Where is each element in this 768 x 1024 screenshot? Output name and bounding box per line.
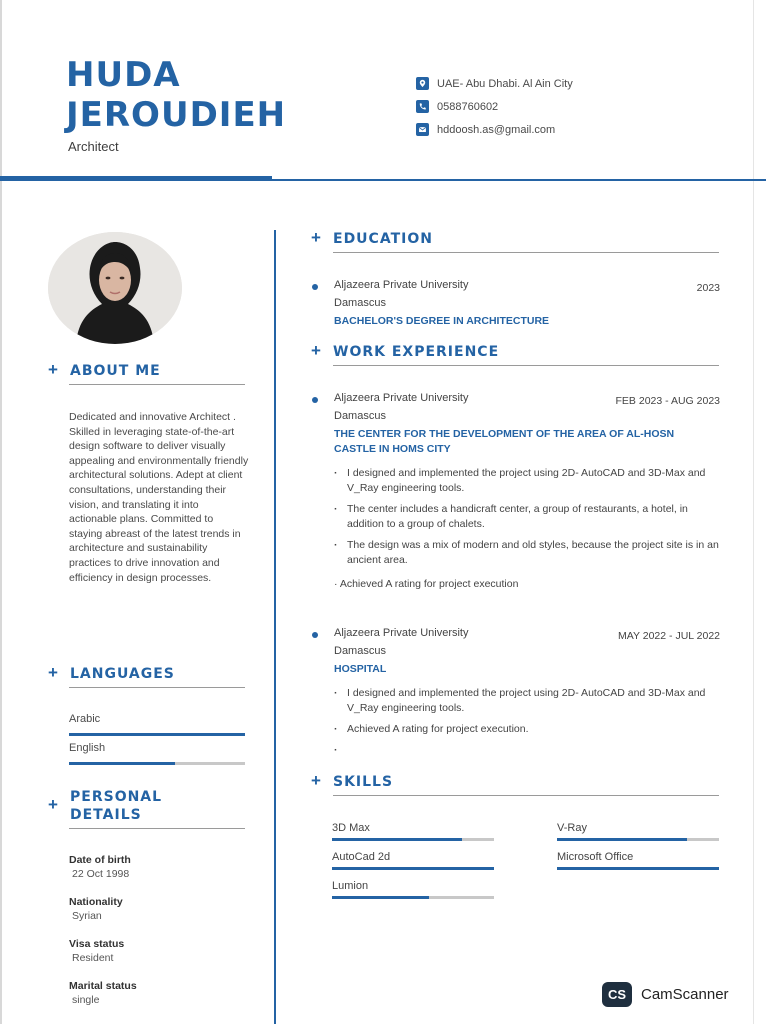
plus-icon: +	[311, 771, 321, 790]
languages-title: LANGUAGES	[70, 666, 175, 682]
camscanner-watermark	[602, 982, 729, 1007]
entry-degree: BACHELOR'S DEGREE IN ARCHITECTURE	[334, 315, 550, 327]
section-rule	[69, 687, 245, 688]
personal-value: Syrian	[72, 910, 102, 922]
skills-heading	[311, 773, 393, 791]
personal-label: Marital status	[69, 980, 137, 992]
phone-text: 0588760602	[437, 100, 499, 113]
about-heading	[48, 362, 161, 380]
header-rule	[0, 176, 272, 181]
work-entry	[312, 392, 720, 590]
candidate-role: Architect	[68, 139, 119, 154]
about-text: Dedicated and innovative Architect . Skilled in leveraging state-of-the-art design software to deliver visually appealing and environmentally friendly architectural solutions. Adept at client consultations, understanding their vision, and translating it into actionable plans. Committed to staying abreast of the latest trends in architecture and sustainability practices to drive innovation and efficiency in design processes.	[69, 411, 249, 584]
skills-title: SKILLS	[333, 774, 394, 790]
personal-title-line: PERSONAL	[70, 789, 163, 805]
language-level-bar	[69, 733, 245, 736]
mail-icon	[416, 123, 429, 136]
contact-phone	[416, 95, 573, 118]
section-rule	[69, 828, 245, 829]
header-rule	[272, 179, 766, 181]
entry-date: 2023	[696, 282, 720, 294]
language-level-fill	[69, 733, 245, 736]
phone-icon	[416, 100, 429, 113]
work-title: WORK EXPERIENCE	[333, 344, 500, 360]
skill-level-bar	[557, 867, 719, 870]
language-level-fill	[69, 762, 175, 765]
entry-location: Damascus	[334, 410, 386, 422]
plus-icon: +	[311, 341, 321, 360]
entry-bullet: · I designed and implemented the project using 2D- AutoCAD and 3D-Max and V_Ray engineering tools.	[334, 686, 720, 716]
entry-institution: Aljazeera Private University	[334, 627, 469, 639]
skill-label: Lumion	[332, 880, 369, 892]
personal-title-line: DETAILS	[70, 807, 142, 823]
email-text: hddoosh.as@gmail.com	[437, 123, 556, 136]
education-title: EDUCATION	[333, 231, 433, 247]
language-level-bar	[69, 762, 245, 765]
personal-value: 22 Oct 1998	[72, 868, 130, 880]
skill-item	[557, 822, 719, 841]
camscanner-logo-icon: CS	[602, 982, 632, 1007]
skill-level-bar	[332, 896, 494, 899]
personal-item	[69, 938, 124, 964]
camscanner-text: CamScanner	[641, 986, 729, 1003]
language-item	[69, 742, 245, 765]
contact-block	[416, 72, 573, 141]
skill-label: V-Ray	[557, 822, 587, 834]
contact-email	[416, 118, 573, 141]
entry-note: · Achieved A rating for project execution	[334, 578, 519, 590]
skill-item	[332, 822, 494, 841]
personal-value: single	[72, 994, 100, 1006]
work-entry	[312, 627, 720, 764]
education-entry	[312, 279, 720, 329]
entry-bullets	[334, 686, 720, 758]
plus-icon: +	[48, 663, 58, 682]
skill-level-bar	[557, 838, 719, 841]
entry-project: THE CENTER FOR THE DEVELOPMENT OF THE AREA OF AL-HOSN CASTLE IN HOMS CITY	[334, 428, 675, 455]
language-label: Arabic	[69, 713, 101, 725]
entry-project: HOSPITAL	[334, 663, 387, 675]
page-edge	[0, 0, 2, 1024]
contact-location	[416, 72, 573, 95]
personal-heading	[48, 788, 162, 824]
entry-bullet: · Achieved A rating for project execution.	[334, 722, 720, 737]
work-heading	[311, 343, 499, 361]
personal-item	[69, 980, 137, 1006]
plus-icon: +	[48, 360, 58, 379]
name-first: HUDA	[66, 55, 181, 95]
section-rule	[69, 384, 245, 385]
personal-value: Resident	[72, 952, 114, 964]
bullet-dot-icon	[312, 632, 318, 638]
entry-bullets	[334, 466, 720, 568]
about-title: ABOUT ME	[70, 363, 161, 379]
name-last: JEROUDIEH	[66, 95, 287, 135]
language-label: English	[69, 742, 106, 754]
skill-item	[332, 851, 494, 870]
entry-institution: Aljazeera Private University	[334, 279, 469, 291]
skill-level-fill	[557, 867, 719, 870]
bullet-dot-icon	[312, 284, 318, 290]
entry-bullet: · The design was a mix of modern and old styles, because the project site is in an ancient area.	[334, 538, 720, 568]
personal-title	[70, 788, 162, 824]
location-pin-icon	[416, 77, 429, 90]
education-heading	[311, 230, 433, 248]
page-edge	[753, 0, 754, 1024]
personal-item	[69, 854, 131, 880]
plus-icon: +	[48, 795, 58, 814]
skill-level-fill	[557, 838, 687, 841]
skill-label: 3D Max	[332, 822, 370, 834]
personal-label: Nationality	[69, 896, 123, 908]
candidate-name	[66, 55, 286, 135]
languages-heading	[48, 665, 175, 683]
skill-level-bar	[332, 838, 494, 841]
skill-item	[332, 880, 494, 899]
column-divider	[274, 230, 276, 1024]
skill-level-fill	[332, 896, 429, 899]
section-rule	[333, 795, 719, 796]
skill-level-fill	[332, 838, 462, 841]
entry-date: MAY 2022 - JUL 2022	[618, 630, 720, 642]
skill-item	[557, 851, 719, 870]
personal-item	[69, 896, 123, 922]
skill-level-bar	[332, 867, 494, 870]
entry-bullet: · I designed and implemented the project using 2D- AutoCAD and 3D-Max and V_Ray engineering tools.	[334, 466, 720, 496]
language-item	[69, 713, 245, 736]
entry-header	[334, 627, 720, 642]
skill-label: Microsoft Office	[557, 851, 634, 863]
personal-label: Visa status	[69, 938, 125, 950]
section-rule	[333, 365, 719, 366]
personal-label: Date of birth	[69, 854, 131, 866]
entry-location: Damascus	[334, 297, 386, 309]
bullet-dot-icon	[312, 397, 318, 403]
skill-label: AutoCad 2d	[332, 851, 391, 863]
plus-icon: +	[311, 228, 321, 247]
entry-header	[334, 279, 720, 294]
entry-header	[334, 392, 720, 407]
entry-location: Damascus	[334, 645, 386, 657]
location-text: UAE- Abu Dhabi. Al Ain City	[437, 77, 573, 90]
skill-level-fill	[332, 867, 494, 870]
entry-date: FEB 2023 - AUG 2023	[615, 395, 720, 407]
entry-bullet	[334, 743, 720, 758]
entry-bullet: · The center includes a handicraft center, a group of restaurants, a hotel, in addition to a group of chalets.	[334, 502, 720, 532]
entry-institution: Aljazeera Private University	[334, 392, 469, 404]
section-rule	[333, 252, 719, 253]
profile-photo	[48, 232, 182, 344]
